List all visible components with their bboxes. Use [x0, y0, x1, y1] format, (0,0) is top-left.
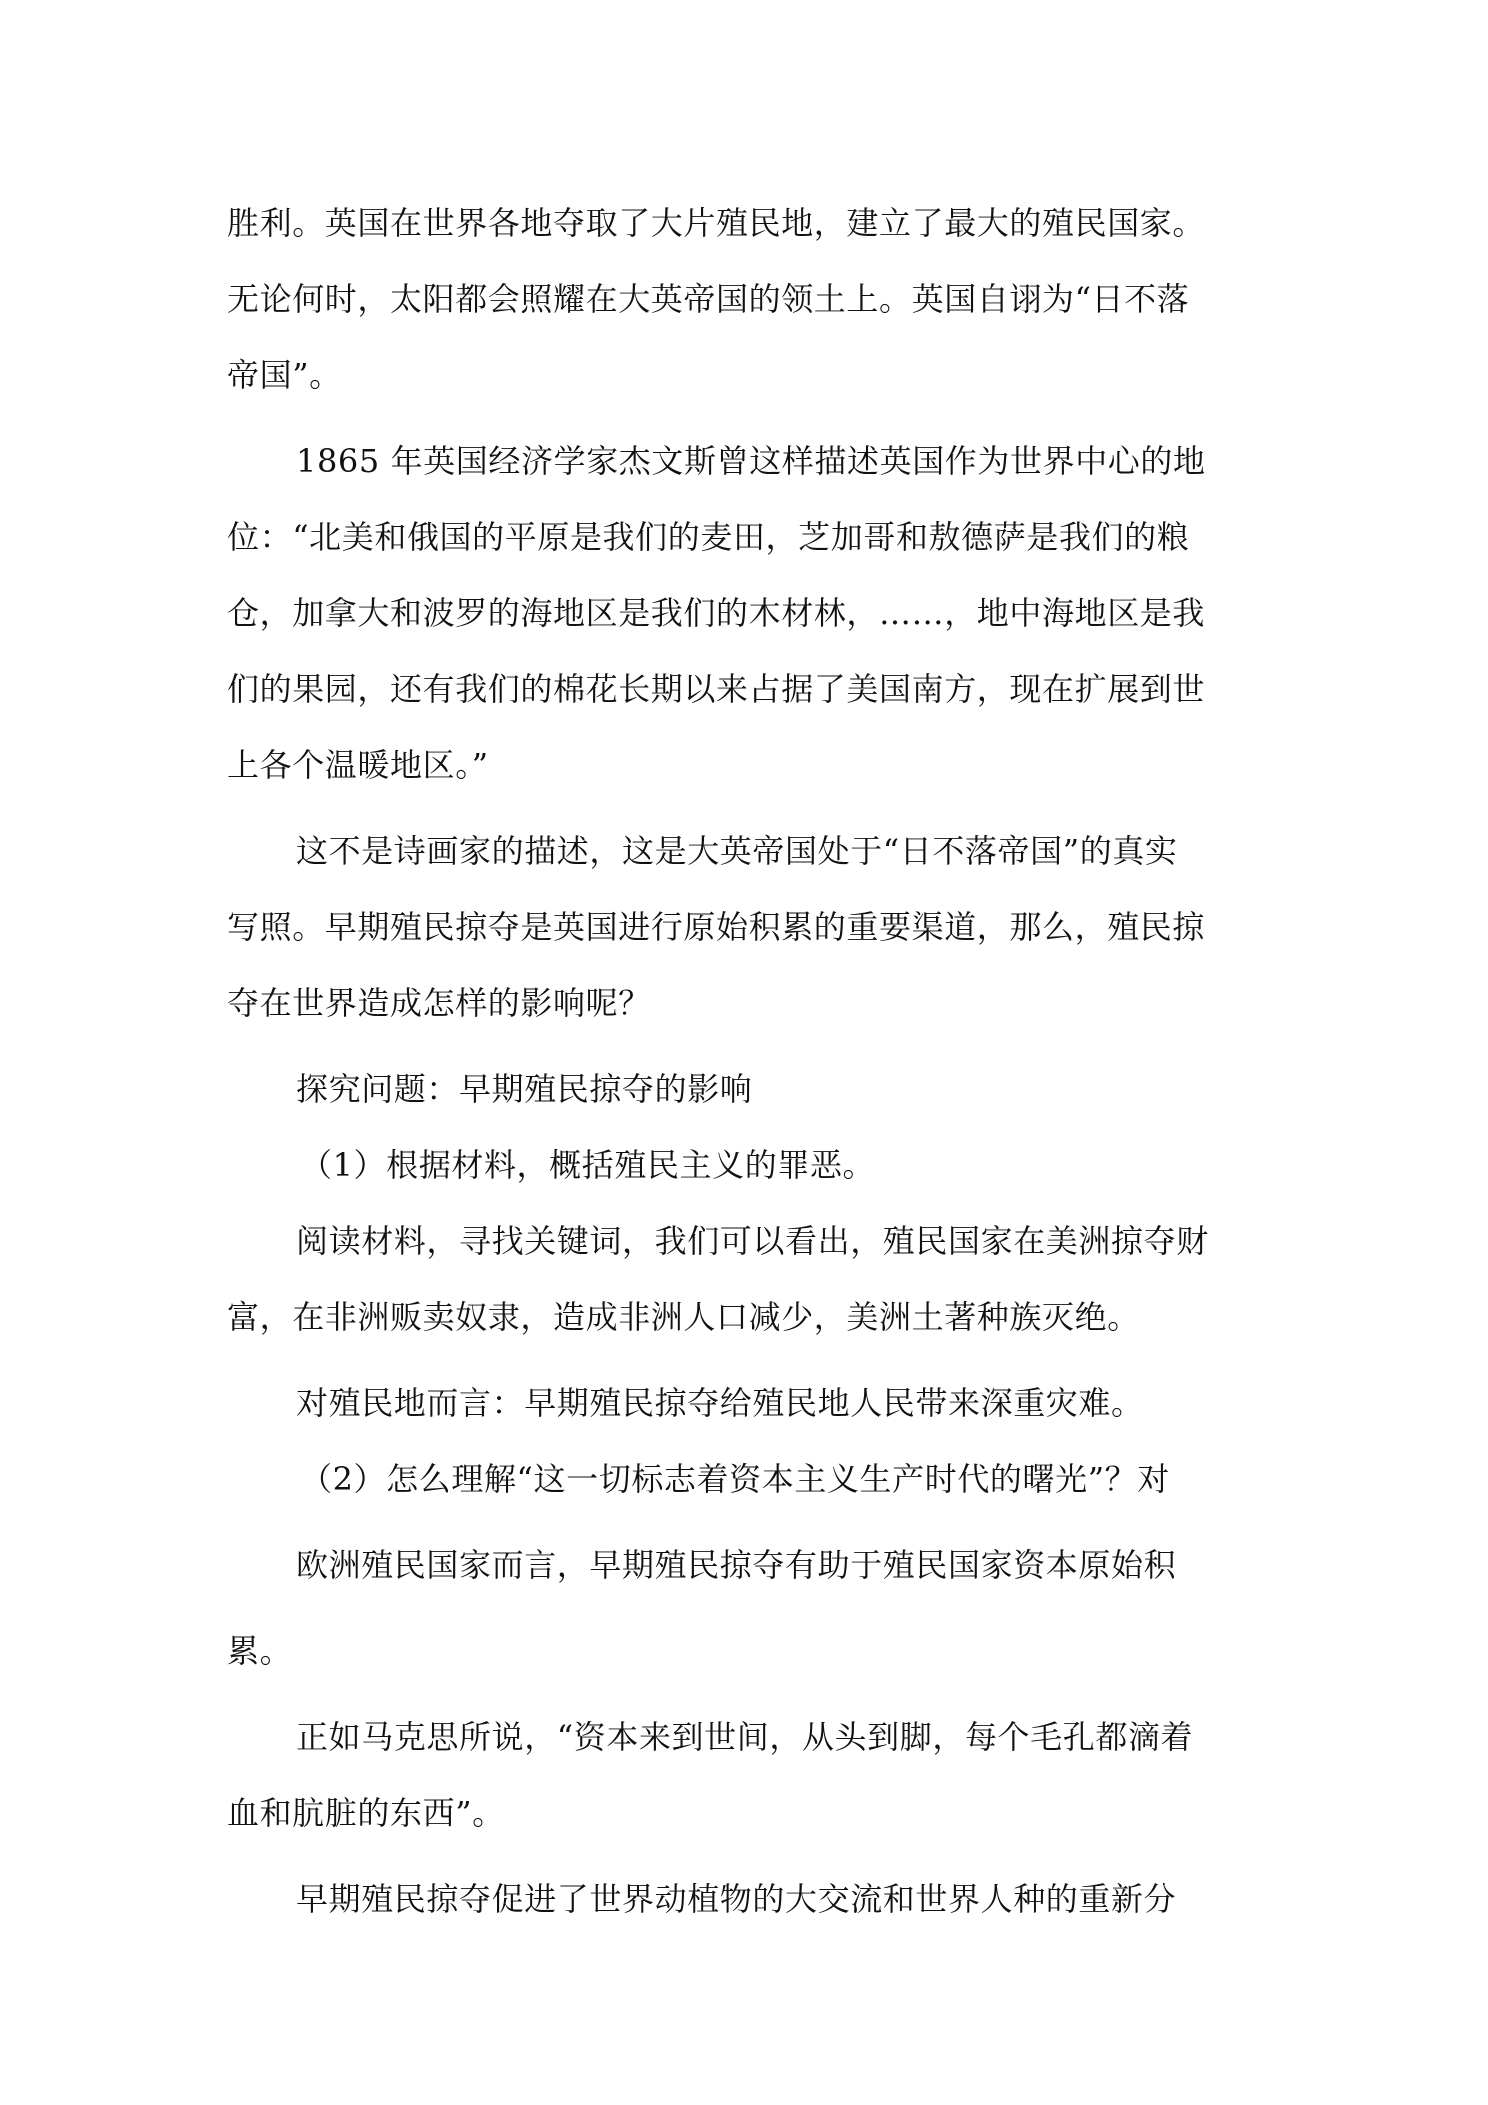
- question-heading: 探究问题：早期殖民掠夺的影响: [296, 1070, 753, 1108]
- paragraph-line: 对殖民地而言：早期殖民掠夺给殖民地人民带来深重灾难。: [296, 1384, 1144, 1422]
- paragraph-line: 仓，加拿大和波罗的海地区是我们的木材林，……，地中海地区是我: [227, 594, 1206, 632]
- paragraph-line: 无论何时，太阳都会照耀在大英帝国的领土上。英国自诩为“日不落: [227, 280, 1190, 318]
- paragraph-line: 夺在世界造成怎样的影响呢？: [227, 984, 651, 1022]
- paragraph-line: 正如马克思所说，“资本来到世间，从头到脚，每个毛孔都滴着: [296, 1718, 1194, 1756]
- paragraph-line: 累。: [227, 1632, 293, 1670]
- paragraph-line: 们的果园，还有我们的棉花长期以来占据了美国南方，现在扩展到世: [227, 670, 1206, 708]
- paragraph-line: 上各个温暖地区。”: [227, 746, 489, 784]
- paragraph-line: 写照。早期殖民掠夺是英国进行原始积累的重要渠道，那么，殖民掠: [227, 908, 1206, 946]
- question-item: （2）怎么理解“这一切标志着资本主义生产时代的曙光”？对: [300, 1460, 1170, 1498]
- paragraph-line: 胜利。英国在世界各地夺取了大片殖民地，建立了最大的殖民国家。: [227, 204, 1206, 242]
- paragraph-line: 位：“北美和俄国的平原是我们的麦田，芝加哥和敖德萨是我们的粮: [227, 518, 1190, 556]
- paragraph-line: 1865 年英国经济学家杰文斯曾这样描述英国作为世界中心的地: [296, 442, 1206, 480]
- paragraph-line: 帝国”。: [227, 356, 342, 394]
- question-item: （1）根据材料，概括殖民主义的罪恶。: [300, 1146, 876, 1184]
- paragraph-line: 阅读材料，寻找关键词，我们可以看出，殖民国家在美洲掠夺财: [296, 1222, 1209, 1260]
- paragraph-line: 血和肮脏的东西”。: [227, 1794, 505, 1832]
- paragraph-line: 这不是诗画家的描述，这是大英帝国处于“日不落帝国”的真实: [296, 832, 1178, 870]
- paragraph-line: 欧洲殖民国家而言，早期殖民掠夺有助于殖民国家资本原始积: [296, 1546, 1177, 1584]
- paragraph-line: 富，在非洲贩卖奴隶，造成非洲人口减少，美洲土著种族灭绝。: [227, 1298, 1140, 1336]
- paragraph-line: 早期殖民掠夺促进了世界动植物的大交流和世界人种的重新分: [296, 1880, 1177, 1918]
